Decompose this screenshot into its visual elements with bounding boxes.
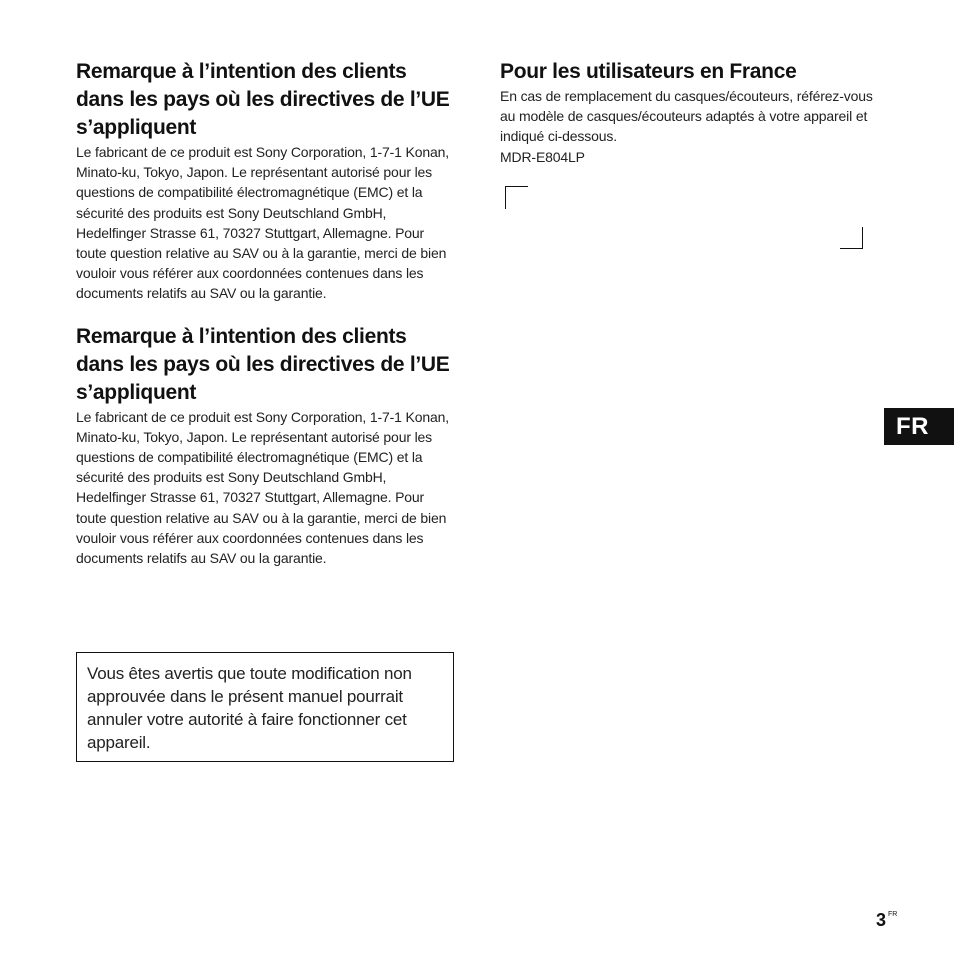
page-number-suffix: FR: [888, 911, 898, 918]
section-body: Le fabricant de ce produit est Sony Corporation, 1-7-1 Konan, Minato-ku, Tokyo, Japon. Le représentant autorisé pour les questions de compatibilité électromagnétique (EMC) et la sécurité des produits est Sony Deutschland GmbH, Hedelfinger Strasse 61, 70327 Stuttgart, Allemagne. Pour toute question relative au SAV ou à la garantie, merci de bien vouloir vous référer aux coordonnées contenues dans les documents relatifs au SAV ou la garantie.: [76, 408, 449, 567]
language-tab: FR: [884, 408, 954, 445]
section-heading: Remarque à l’intention des clients dans les pays où les directives de l’UE s’appliquent: [76, 324, 450, 404]
page-number: [876, 910, 897, 931]
page-number-value: 3: [876, 910, 887, 930]
right-column: [500, 58, 880, 167]
eu-notice-section-2: [76, 323, 456, 569]
france-body: En cas de remplacement du casques/écouteurs, référez-vous au modèle de casques/écouteurs adaptés à votre appareil et indiqué ci-dessous.: [500, 88, 873, 145]
modification-warning-box: Vous êtes avertis que toute modification non approuvée dans le présent manuel pourrait annuler votre autorité à faire fonctionner cet appareil.: [76, 652, 454, 762]
eu-notice-section-1: [76, 58, 456, 304]
section-body: Le fabricant de ce produit est Sony Corporation, 1-7-1 Konan, Minato-ku, Tokyo, Japon. Le représentant autorisé pour les questions de compatibilité électromagnétique (EMC) et la sécurité des produits est Sony Deutschland GmbH, Hedelfinger Strasse 61, 70327 Stuttgart, Allemagne. Pour toute question relative au SAV ou à la garantie, merci de bien vouloir vous référer aux coordonnées contenues dans les documents relatifs au SAV ou la garantie.: [76, 144, 449, 302]
model-number: MDR-E804LP: [500, 148, 585, 165]
france-heading: Pour les utilisateurs en France: [500, 60, 797, 83]
crop-mark-top-left: [505, 186, 528, 209]
section-heading: Remarque à l’intention des clients dans les pays où les directives de l’UE s’appliquent: [76, 60, 450, 139]
left-column: [76, 58, 456, 587]
crop-mark-bottom-right: [840, 227, 863, 249]
